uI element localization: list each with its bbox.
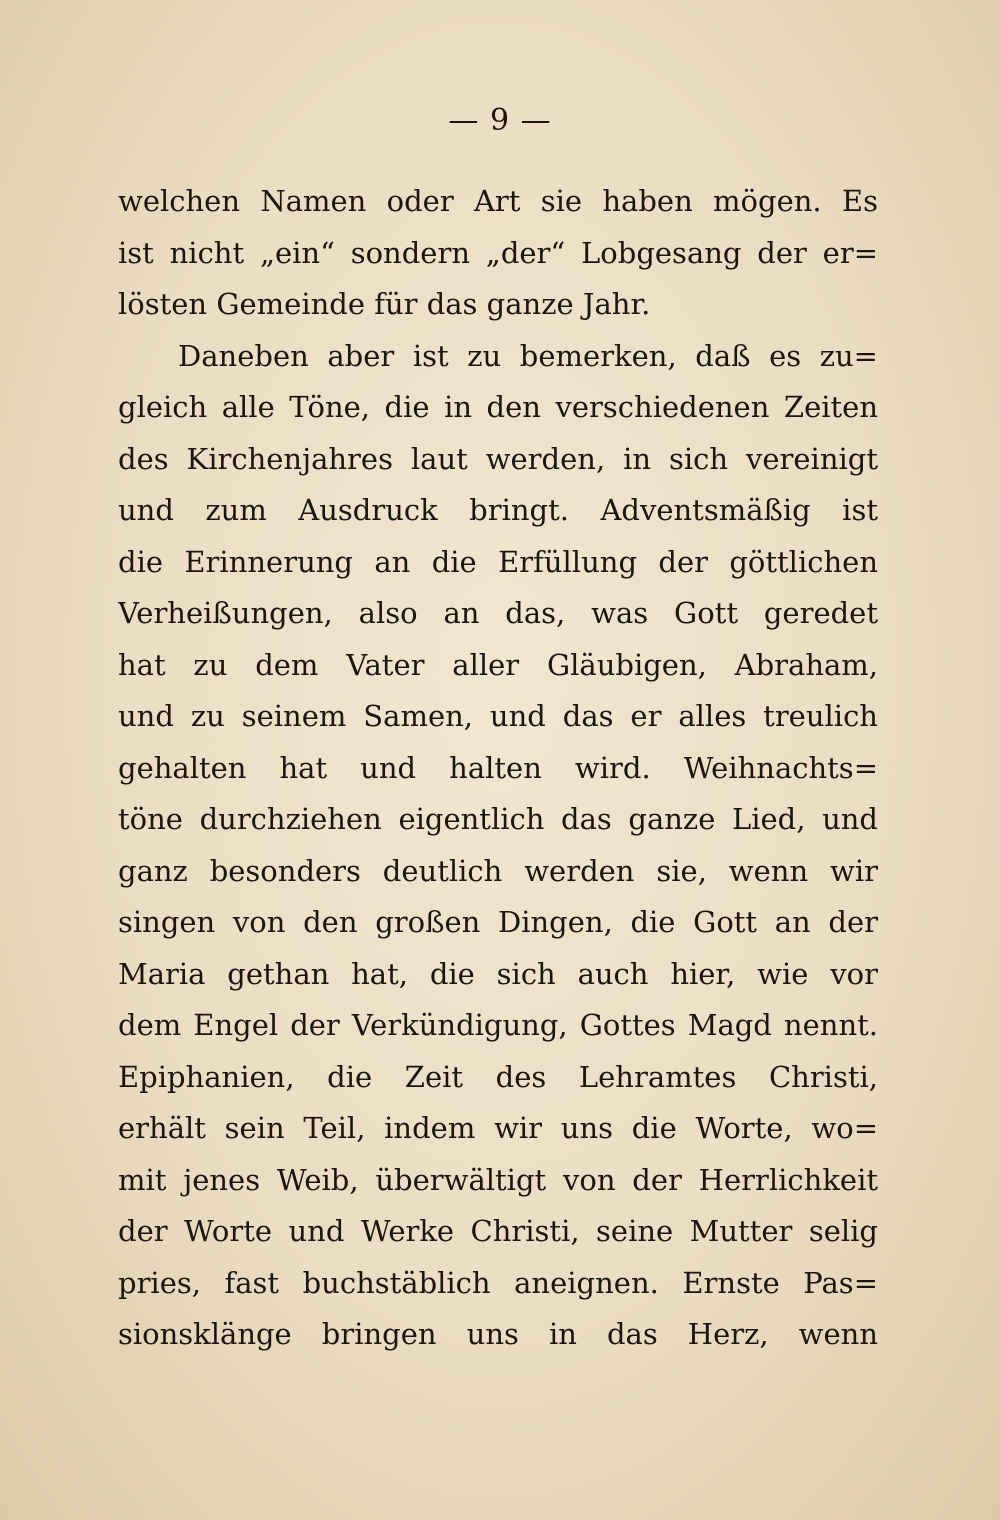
text-line: Maria gethan hat, die sich auch hier, wie vor xyxy=(118,956,878,991)
text-line: lösten Gemeinde für das ganze Jahr. xyxy=(118,287,651,321)
text-line: und zu seinem Samen, und das er alles treulich xyxy=(118,699,878,733)
body-text xyxy=(118,176,878,1361)
text-line: des Kirchenjahres laut werden, in sich vereinigt xyxy=(118,441,878,476)
text-line: pries, fast buchstäblich aneignen. Ernste Pas= xyxy=(118,1265,878,1300)
text-line: der Worte und Werke Christi, seine Mutter selig xyxy=(118,1214,878,1248)
text-line: Epiphanien, die Zeit des Lehramtes Christi, xyxy=(118,1059,878,1094)
text-line: Verheißungen, also an das, was Gott geredet xyxy=(118,596,878,630)
text-line: Daneben aber ist zu bemerken, daß es zu= xyxy=(178,338,878,373)
text-line: welchen Namen oder Art sie haben mögen. Es xyxy=(118,184,878,218)
text-line: mit jenes Weib, überwältigt von der Herrlichkeit xyxy=(118,1162,878,1197)
page-number: — 9 — xyxy=(448,103,552,138)
text-line: die Erinnerung an die Erfüllung der göttlichen xyxy=(118,544,878,579)
text-line: hat zu dem Vater aller Gläubigen, Abraham, xyxy=(118,647,878,682)
text-line: gehalten hat und halten wird. Weihnachts= xyxy=(118,750,878,785)
text-line: erhält sein Teil, indem wir uns die Worte, wo= xyxy=(118,1111,878,1145)
text-line: ist nicht „ein“ sondern „der“ Lobgesang der er= xyxy=(118,235,878,270)
text-line: und zum Ausdruck bringt. Adventsmäßig ist xyxy=(118,493,878,527)
text-line: töne durchziehen eigentlich das ganze Lied, und xyxy=(118,802,878,836)
text-line: dem Engel der Verkündigung, Gottes Magd nennt. xyxy=(118,1008,878,1042)
text-line: gleich alle Töne, die in den verschiedenen Zeiten xyxy=(118,390,878,424)
text-line: ganz besonders deutlich werden sie, wenn wir xyxy=(118,853,878,888)
text-line: sionsklänge bringen uns in das Herz, wenn xyxy=(118,1317,878,1351)
text-line: singen von den großen Dingen, die Gott an der xyxy=(118,905,878,939)
